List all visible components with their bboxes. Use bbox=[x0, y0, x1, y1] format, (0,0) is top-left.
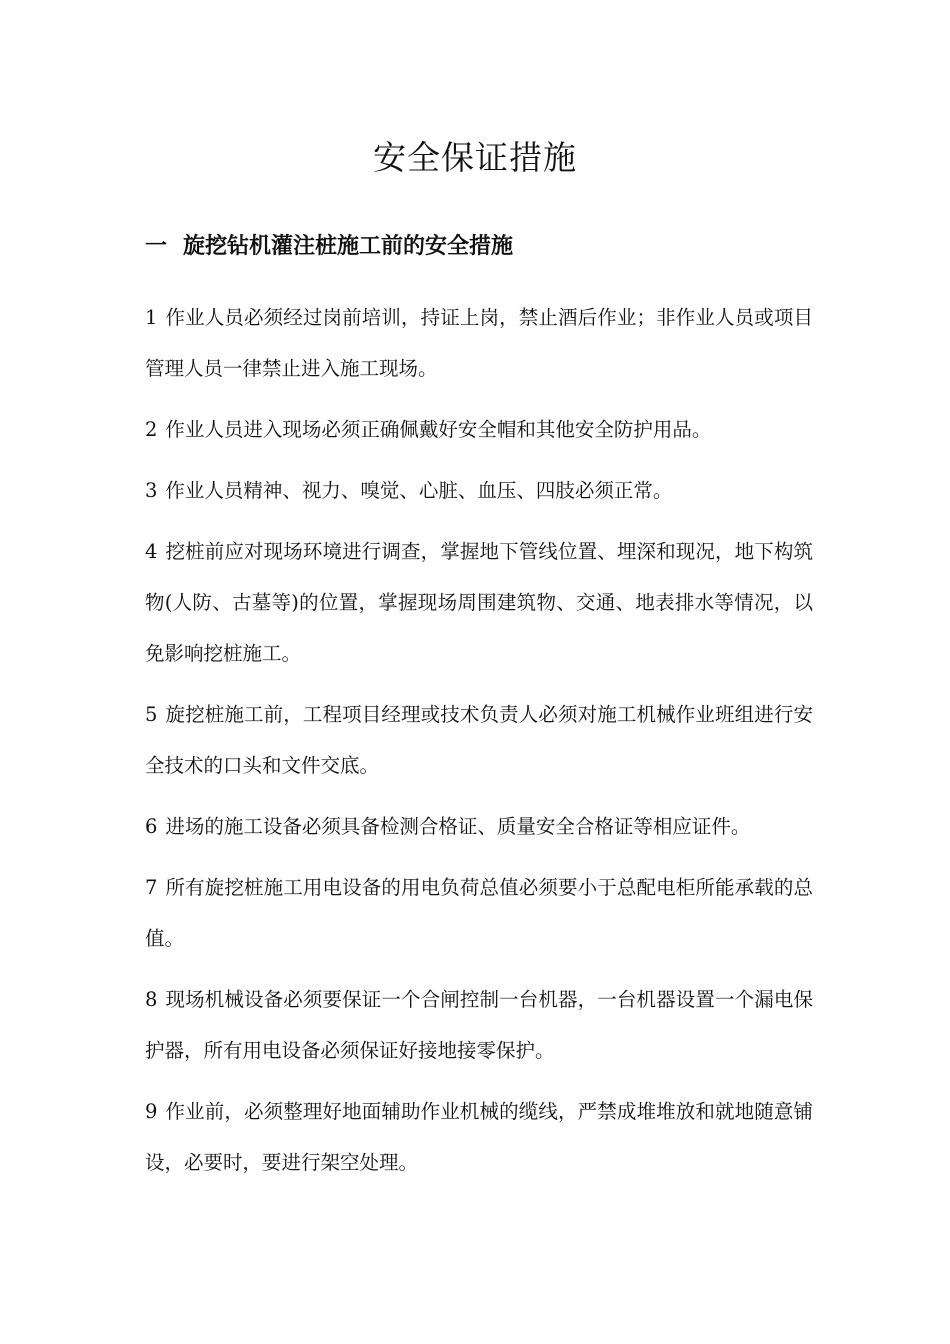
document-title: 安全保证措施 bbox=[373, 138, 577, 177]
measure-item-6 bbox=[145, 801, 813, 852]
item-number: 2 bbox=[145, 418, 158, 441]
measure-item-3 bbox=[145, 465, 813, 516]
measure-item-4 bbox=[145, 526, 813, 679]
item-text: 作业人员进入现场必须正确佩戴好安全帽和其他安全防护用品。 bbox=[165, 418, 712, 441]
measure-item-7 bbox=[145, 862, 813, 964]
item-number: 1 bbox=[145, 306, 158, 329]
item-text: 所有旋挖桩施工用电设备的用电负荷总值必须要小于总配电柜所能承载的总值。 bbox=[145, 876, 813, 950]
measure-item-8 bbox=[145, 974, 813, 1076]
item-number: 9 bbox=[145, 1100, 158, 1123]
item-text: 作业人员必须经过岗前培训，持证上岗，禁止酒后作业；非作业人员或项目管理人员一律禁止进入施工现场。 bbox=[145, 306, 813, 380]
item-number: 3 bbox=[145, 479, 158, 502]
item-text: 进场的施工设备必须具备检测合格证、质量安全合格证等相应证件。 bbox=[165, 815, 751, 838]
section-number: 一 bbox=[145, 234, 168, 259]
item-number: 8 bbox=[145, 988, 158, 1011]
item-number: 4 bbox=[145, 540, 158, 563]
item-text: 挖桩前应对现场环境进行调查，掌握地下管线位置、埋深和现况，地下构筑物(人防、古墓等)的位置，掌握现场周围建筑物、交通、地表排水等情况，以免影响挖桩施工。 bbox=[145, 540, 813, 665]
item-number: 5 bbox=[145, 703, 158, 726]
item-text: 现场机械设备必须要保证一个合闸控制一台机器，一台机器设置一个漏电保护器，所有用电设备必须保证好接地接零保护。 bbox=[145, 988, 813, 1062]
measure-item-1 bbox=[145, 292, 813, 394]
section-heading-text: 旋挖钻机灌注桩施工前的安全措施 bbox=[183, 234, 514, 259]
item-text: 作业人员精神、视力、嗅觉、心脏、血压、四肢必须正常。 bbox=[165, 479, 673, 502]
measure-list bbox=[145, 292, 813, 1198]
item-number: 6 bbox=[145, 815, 158, 838]
item-text: 旋挖桩施工前，工程项目经理或技术负责人必须对施工机械作业班组进行安全技术的口头和文件交底。 bbox=[145, 703, 813, 777]
section-heading bbox=[145, 230, 815, 264]
measure-item-2 bbox=[145, 404, 813, 455]
item-number: 7 bbox=[145, 876, 158, 899]
item-text: 作业前，必须整理好地面辅助作业机械的缆线，严禁成堆堆放和就地随意铺设，必要时，要进行架空处理。 bbox=[145, 1100, 813, 1174]
measure-item-9 bbox=[145, 1086, 813, 1188]
measure-item-5 bbox=[145, 689, 813, 791]
